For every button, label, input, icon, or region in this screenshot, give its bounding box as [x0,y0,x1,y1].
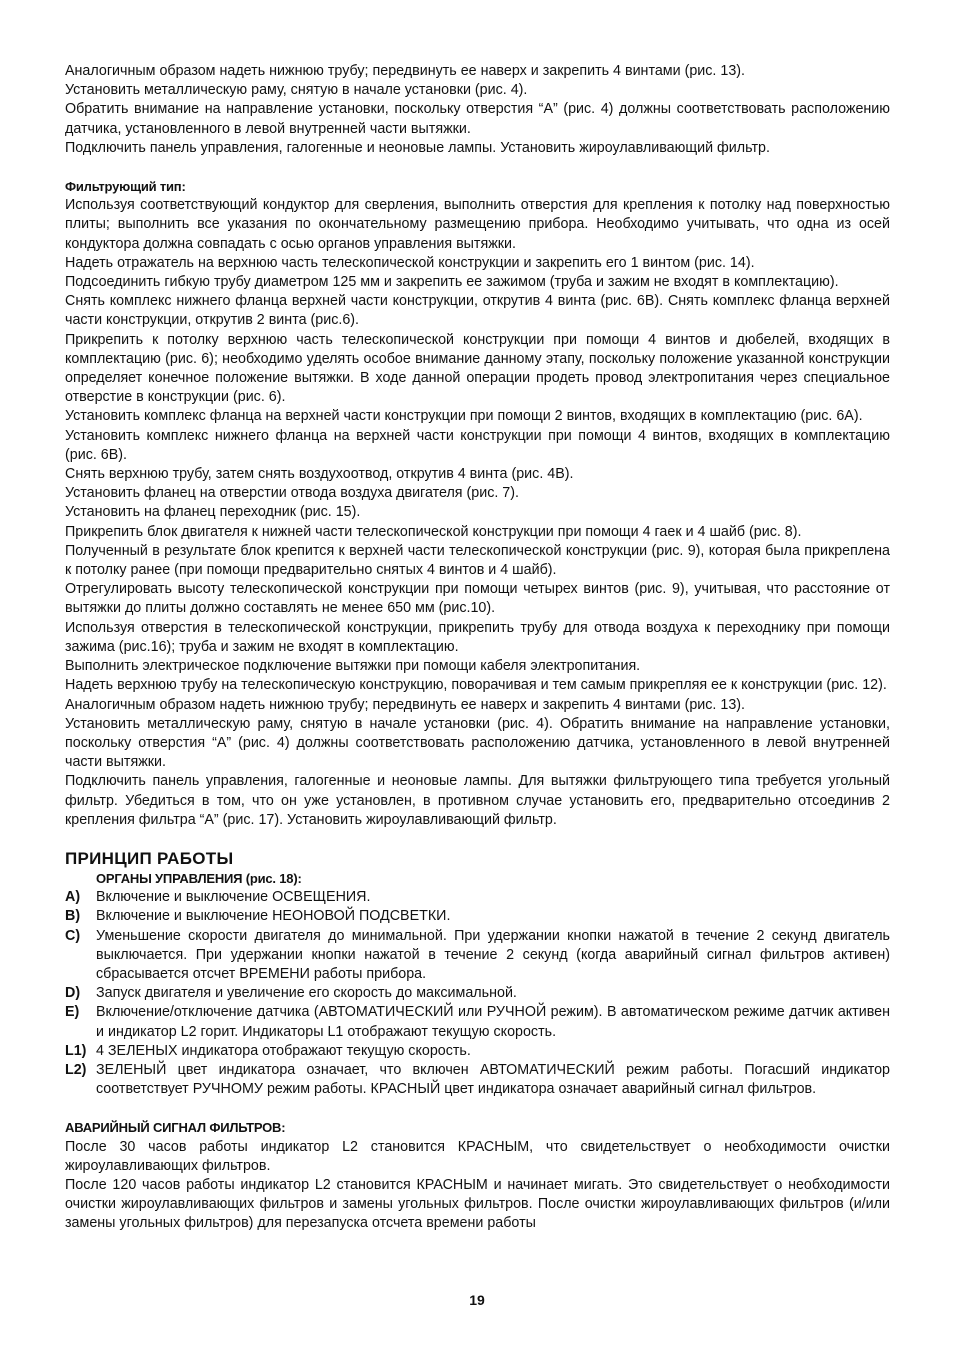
control-item [65,907,890,926]
control-key: B) [65,908,81,925]
filter-paragraph: Прикрепить блок двигателя к нижней части телескопической конструкции при помощи 4 гаек и 4 шайб (рис. 8). [65,523,802,540]
filter-paragraph: Аналогичным образом надеть нижнюю трубу; передвинуть ее наверх и закрепить 4 винтами (рис. 13). [65,696,746,713]
filter-paragraph: Прикрепить к потолку верхнюю часть телескопической конструкции при помощи 4 винтов и дюбелей, входящих в комплектацию (рис. 6); необходимо уделять особое внимание данному этапу, поскольку положение указанной конструкции определяет конечное положение вытяжки. В ходе данной операции продеть провод электропитания через специальное отверстие в конструкции (рис. 6). [65,331,890,406]
filter-paragraph: Установить на фланец переходник (рис. 15). [65,504,361,521]
section-title: ПРИНЦИП РАБОТЫ [65,848,234,868]
control-item [65,1042,890,1061]
control-description: Включение/отключение датчика (АВТОМАТИЧЕСКИЙ или РУЧНОЙ режим). В автоматическом режиме датчик активен и индикатор L2 горит. Индикаторы L1 отображают текущую скорость. [96,1004,890,1040]
filter-paragraph: Отрегулировать высоту телескопической конструкции при помощи четырех винтов (рис. 9), учитывая, что расстояние от вытяжки до плиты должно составлять не менее 650 мм (рис.10). [65,581,890,617]
alarm-paragraph: После 30 часов работы индикатор L2 становится КРАСНЫМ, что свидетельствует о необходимости очистки жироулавливающих фильтров. [65,1138,890,1174]
intro-section [65,62,890,158]
intro-paragraph: Обратить внимание на направление установки, поскольку отверстия “A” (рис. 4) должны соответствовать расположению датчика, установленного в левой внутренней части вытяжки. [65,101,890,137]
alarm-paragraph: После 120 часов работы индикатор L2 становится КРАСНЫМ и начинает мигать. Это свидетельствует о необходимости очистки жироулавливающих фильтров и замены угольных фильтров. После очистки жироулавливающих фильтров (и/или замены угольных фильтров) для перезапуска отсчета времени работы [65,1176,890,1232]
controls-list [65,888,890,1099]
filter-paragraph: Установить комплекс фланца на верхней части конструкции при помощи 2 винтов, входящих в комплектацию (рис. 6A). [65,408,863,425]
control-description: Включение и выключение НЕОНОВОЙ ПОДСВЕТКИ. [96,908,451,925]
document-page [65,62,890,1234]
filter-paragraph: Выполнить электрическое подключение вытяжки при помощи кабеля электропитания. [65,658,641,675]
filter-paragraph: Установить металлическую раму, снятую в начале установки (рис. 4). Обратить внимание на направление установки, поскольку отверстия “A” (рис. 4) должны соответствовать расположению датчика, установленного в левой внутренней части вытяжки. [65,715,890,771]
control-key: E) [65,1004,80,1021]
filter-paragraph: Установить фланец на отверстии отвода воздуха двигателя (рис. 7). [65,485,519,502]
page-number: 19 [469,1292,485,1308]
control-description: 4 ЗЕЛЕНЫХ индикатора отображают текущую скорость. [96,1042,471,1059]
control-item [65,1061,890,1099]
control-key: L2) [65,1061,87,1078]
filter-paragraph: Полученный в результате блок крепится к верхней части телескопической конструкции (рис. 9), которая была прикреплена к потолку ранее (при помощи предварительно снятых 4 винтов и 4 шайб). [65,542,890,579]
intro-paragraph: Подключить панель управления, галогенные и неоновые лампы. Установить жироулавливающий фильтр. [65,139,770,156]
filter-paragraph: Снять комплекс нижнего фланца верхней части конструкции, открутив 4 винта (рис. 6B). Снять комплекс фланца верхней части конструкции, открутив 2 винта (рис.6). [65,293,890,329]
filter-paragraph: Используя соответствующий кондуктор для сверления, выполнить отверстия для крепления к потолку над поверхностью плиты; выполнить все указания по окончательному размещению прибора. Необходимо учитывать, что одна из осей кондуктора должна совпадать с осью органов управления вытяжки. [65,197,890,252]
control-item [65,888,890,907]
filter-paragraph: Надеть отражатель на верхнюю часть телескопической конструкции и закрепить его 1 винтом (рис. 14). [65,254,755,271]
filter-type-heading: Фильтрующий тип: [65,179,186,195]
filter-paragraph: Используя отверстия в телескопической конструкции, прикрепить трубу для отвода воздуха к переходнику при помощи зажима (рис.16); труба и зажим не входят в комплектацию. [65,619,890,655]
control-description: Запуск двигателя и увеличение его скорость до максимальной. [96,985,517,1002]
filter-paragraph: Подключить панель управления, галогенные и неоновые лампы. Для вытяжки фильтрующего типа требуется угольный фильтр. Убедиться в том, что он уже установлен, в противном случае установить его, предварительно отсоединив 2 крепления фильтра “A” (рис. 17). Установить жироулавливающий фильтр. [65,773,890,828]
filter-alarm-section [65,1138,890,1234]
filter-paragraph: Подсоединить гибкую трубу диаметром 125 мм и закрепить ее зажимом (труба и зажим не входят в комплектацию). [65,274,839,291]
filter-paragraph: Установить комплекс нижнего фланца на верхней части конструкции при помощи 4 винтов, входящих в комплектацию (рис. 6B). [65,427,890,463]
intro-paragraph: Аналогичным образом надеть нижнюю трубу; передвинуть ее наверх и закрепить 4 винтами (рис. 13). [65,63,746,79]
intro-paragraph: Установить металлическую раму, снятую в начале установки (рис. 4). [65,82,528,99]
control-item [65,1003,890,1041]
control-key: D) [65,985,81,1002]
control-item [65,984,890,1003]
filter-alarm-heading: АВАРИЙНЫЙ СИГНАЛ ФИЛЬТРОВ: [65,1120,286,1136]
filter-paragraph: Снять верхнюю трубу, затем снять воздухоотвод, открутив 4 винта (рис. 4B). [65,466,574,483]
controls-heading: ОРГАНЫ УПРАВЛЕНИЯ (рис. 18): [96,870,302,886]
control-description: ЗЕЛЕНЫЙ цвет индикатора означает, что включен АВТОМАТИЧЕСКИЙ режим работы. Погасший индикатор соответствует РУЧНОМУ режим работы. КРАСНЫЙ цвет индикатора означает аварийный сигнал фильтров. [96,1061,890,1098]
control-key: A) [65,889,81,906]
control-item [65,927,890,985]
control-key: C) [65,927,81,944]
filter-paragraph: Надеть верхнюю трубу на телескопическую конструкцию, поворачивая и тем самым прикрепляя ее к конструкции (рис. 12). [65,677,887,694]
control-description: Уменьшение скорости двигателя до минимальной. При удержании кнопки нажатой в течение 2 секунд двигатель выключается. При удержании кнопки нажатой в течение 2 секунд (когда аварийный сигнал фильтров активен) сбрасывается отсчет ВРЕМЕНИ работы прибора. [96,927,890,982]
control-key: L1) [65,1042,87,1059]
filter-type-section [65,196,890,830]
control-description: Включение и выключение ОСВЕЩЕНИЯ. [96,889,371,906]
